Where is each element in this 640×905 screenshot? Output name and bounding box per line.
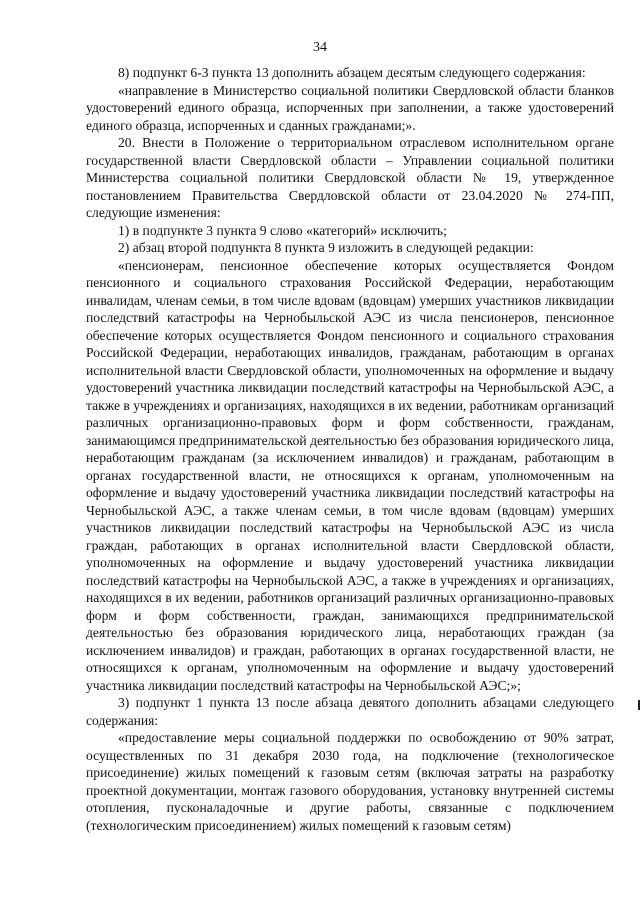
paragraph-item-8-text: «направление в Министерство социальной политики Свердловской области бланков удостоверений единого образца, испорченных при заполнении, а также удостоверений единого образца, испорченных и сданных гражданами;».	[86, 82, 614, 133]
paragraph-change-2-text: «пенсионерам, пенсионное обеспечение которых осуществляется Фондом пенсионного и социального страхования Российской Федерации, неработающим инвалидам, членам семьи, в том числе вдовам (вдовцам) умерших участников ликвидации последствий катастрофы на Чернобыльской АЭС из числа пенсионеров, пенсионное обеспечение которых осуществляется Фондом пенсионного и социального страхования Российской Федерации, неработающих инвалидов, гражданам, работающим в органах исполнительной власти Свердловской области, уполномоченных на оформление и выдачу удостоверений участника ликвидации последствий катастрофы на Чернобыльской АЭС, а также в учреждениях и организациях, находящихся в их ведении, работникам организаций различных организационно-правовых форм и форм собственности, гражданам, занимающимся предпринимательской деятельностью без образования юридического лица, неработающим гражданам (за исключением инвалидов) и гражданам, работающим в органах государственной власти, не относящихся к органам, уполномоченным на оформление и выдачу удостоверений участника ликвидации последствий катастрофы на Чернобыльской АЭС, а также членам семьи, в том числе вдовам (вдовцам) умерших участников ликвидации последствий катастрофы на Чернобыльской АЭС из числа граждан, работающих в органах исполнительной власти Свердловской области, уполномоченных на оформление и выдачу удостоверений участника ликвидации последствий катастрофы на Чернобыльской АЭС, а также в учреждениях и организациях, находящихся в их ведении, работников организаций различных организационно-правовых форм и форм собственности, граждан, занимающихся предпринимательской деятельностью без образования юридического лица, неработающих граждан (за исключением инвалидов) и граждан, работающих в органах государственной власти, не относящихся к органам, уполномоченным на оформление и выдачу удостоверений участника ликвидации последствий катастрофы на Чернобыльской АЭС;»;	[86, 257, 614, 693]
paragraph-change-1: 1) в подпункте 3 пункта 9 слово «категорий» исключить;	[118, 222, 447, 238]
page-number: 34	[313, 40, 327, 55]
paragraph-section-20: 20. Внести в Положение о территориальном отраслевом исполнительном органе государственной власти Свердловской области – Управлении социальной политики Министерства социальной политики Свердловской области № 19, утвержденное постановлением Правительства Свердловской области от 23.04.2020 № 274-ПП, следующие изменения:	[86, 135, 614, 220]
document-body	[86, 64, 614, 834]
paragraph-change-3: 3) подпункт 1 пункта 13 после абзаца девятого дополнить абзацами следующего содержания:	[86, 695, 614, 728]
paragraph-change-3-text: «предоставление меры социальной поддержки по освобождению от 90% затрат, осуществленных по 31 декабря 2030 года, на подключение (технологическое присоединение) жилых помещений к газовым сетям (включая затраты на разработку проектной документации, монтаж газового оборудования, установку внутренней системы отопления, пусконаладочные и другие работы, связанные с подключением (технологическим присоединением) жилых помещений к газовым сетям)	[86, 730, 614, 833]
paragraph-item-8: 8) подпункт 6-3 пункта 13 дополнить абзацем десятым следующего содержания:	[118, 65, 586, 80]
paragraph-change-2: 2) абзац второй подпункта 8 пункта 9 изложить в следующей редакции:	[118, 240, 534, 255]
